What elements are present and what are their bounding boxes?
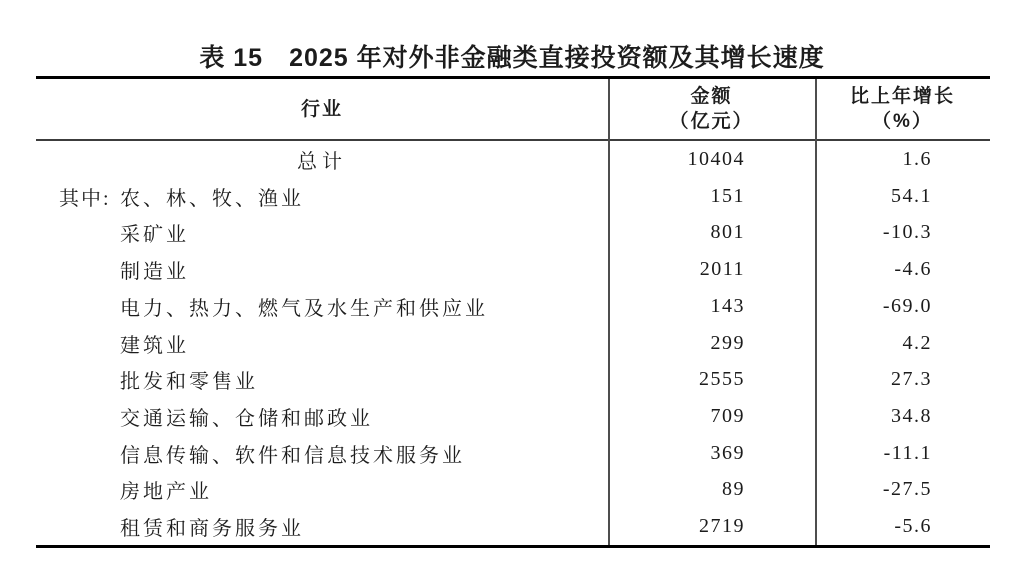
investment-table — [36, 76, 990, 548]
column-divider-1 — [608, 79, 610, 545]
row-label: 制造业 — [120, 261, 189, 284]
industry-cell — [36, 361, 608, 398]
growth-cell: 1.6 — [902, 147, 932, 170]
table-row — [36, 361, 990, 398]
industry-cell — [36, 508, 608, 545]
header-cell-growth — [815, 79, 990, 139]
growth-cell: -27.5 — [882, 478, 932, 501]
amount-cell: 89 — [722, 478, 745, 501]
growth-cell: -11.1 — [883, 441, 932, 464]
industry-cell — [36, 398, 608, 435]
industry-cell — [36, 251, 608, 288]
growth-cell: 34.8 — [891, 405, 932, 427]
industry-cell — [36, 288, 608, 325]
growth-cell: -69.0 — [882, 294, 932, 317]
industry-cell — [36, 214, 608, 251]
table-row — [36, 325, 990, 362]
amount-cell: 299 — [710, 331, 745, 354]
header-amount-label: 金额 — [690, 86, 733, 107]
column-divider-2 — [815, 79, 817, 545]
table-title: 表 15 2025 年对外非金融类直接投资额及其增长速度 — [199, 44, 825, 72]
row-label: 租赁和商务服务业 — [120, 518, 304, 541]
header-growth-unit: （%） — [872, 111, 933, 132]
row-label: 采矿业 — [120, 224, 189, 247]
industry-cell — [36, 472, 608, 509]
amount-cell: 2555 — [699, 368, 745, 391]
table-row — [36, 288, 990, 325]
amount-cell: 151 — [710, 184, 745, 207]
row-label: 总计 — [297, 150, 347, 173]
row-label: 信息传输、软件和信息技术服务业 — [120, 444, 465, 467]
table-row — [36, 435, 990, 472]
table-row — [36, 472, 990, 509]
industry-cell — [36, 178, 608, 215]
table-row — [36, 214, 990, 251]
growth-cell: 54.1 — [891, 184, 932, 207]
header-industry-label: 行业 — [300, 98, 343, 120]
growth-cell: -5.6 — [894, 515, 932, 538]
header-cell-amount — [608, 79, 815, 139]
row-label: 农、林、牧、渔业 — [120, 187, 304, 210]
amount-cell: 709 — [710, 405, 745, 427]
growth-cell: 27.3 — [891, 368, 932, 391]
industry-cell — [36, 325, 608, 362]
amount-cell: 801 — [710, 221, 745, 244]
table-row — [36, 398, 990, 435]
table-row — [36, 508, 990, 545]
amount-cell: 369 — [710, 441, 745, 464]
industry-cell — [36, 435, 608, 472]
amount-cell: 2011 — [699, 258, 745, 281]
row-prefix: 其中: — [59, 187, 111, 210]
amount-cell: 10404 — [687, 147, 745, 170]
amount-cell: 143 — [710, 294, 745, 317]
row-label: 建筑业 — [120, 334, 189, 357]
header-growth-label: 比上年增长 — [849, 86, 955, 107]
table-body — [36, 141, 990, 545]
growth-cell: -10.3 — [882, 221, 932, 244]
industry-cell — [36, 141, 608, 178]
row-label: 批发和零售业 — [120, 371, 258, 394]
row-label: 交通运输、仓储和邮政业 — [120, 408, 373, 430]
header-amount-unit: （亿元） — [669, 111, 754, 132]
table-header-row — [36, 79, 990, 141]
table-row — [36, 178, 990, 215]
row-label: 电力、热力、燃气及水生产和供应业 — [120, 297, 488, 320]
amount-cell: 2719 — [699, 515, 745, 538]
row-label: 房地产业 — [120, 481, 212, 504]
header-cell-industry — [36, 79, 608, 139]
growth-cell: 4.2 — [902, 331, 932, 354]
table-row — [36, 251, 990, 288]
growth-cell: -4.6 — [894, 258, 932, 281]
table-row — [36, 141, 990, 178]
